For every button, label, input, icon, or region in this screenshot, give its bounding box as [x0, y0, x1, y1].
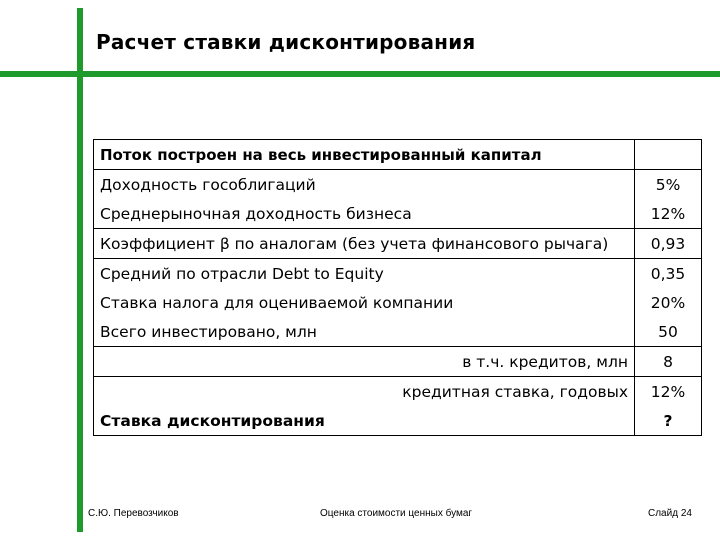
row-label: Ставка дисконтирования	[94, 406, 635, 436]
row-label: Поток построен на весь инвестированный капитал	[94, 140, 635, 170]
row-value: 0,35	[635, 259, 702, 289]
row-label: Ставка налога для оцениваемой компании	[94, 288, 635, 317]
row-value	[635, 140, 702, 170]
row-label: в т.ч. кредитов, млн	[94, 347, 635, 377]
table-row	[94, 317, 702, 347]
row-value: 20%	[635, 288, 702, 317]
table-row	[94, 229, 702, 259]
row-value: 8	[635, 347, 702, 377]
accent-horizontal-line	[0, 71, 720, 77]
footer-author: С.Ю. Перевозчиков	[88, 508, 179, 519]
row-value: 0,93	[635, 229, 702, 259]
footer-course: Оценка стоимости ценных бумаг	[320, 508, 473, 519]
row-value: 12%	[635, 199, 702, 229]
accent-vertical-line	[77, 8, 83, 532]
row-value: 50	[635, 317, 702, 347]
row-label: Доходность гособлигаций	[94, 170, 635, 200]
row-value: 12%	[635, 377, 702, 407]
row-label: Коэффициент β по аналогам (без учета финансового рычага)	[94, 229, 635, 259]
table-row	[94, 199, 702, 229]
row-value: 5%	[635, 170, 702, 200]
table-row	[94, 347, 702, 377]
table-row	[94, 259, 702, 289]
slide-title: Расчет ставки дисконтирования	[96, 30, 476, 54]
table-row	[94, 406, 702, 436]
discount-rate-table	[93, 139, 702, 436]
table-row	[94, 288, 702, 317]
table-row	[94, 140, 702, 170]
row-label: Всего инвестировано, млн	[94, 317, 635, 347]
table-row	[94, 170, 702, 200]
footer-slide-number: Слайд 24	[648, 508, 692, 519]
row-label: Средний по отрасли Debt to Equity	[94, 259, 635, 289]
row-label: Среднерыночная доходность бизнеса	[94, 199, 635, 229]
row-label: кредитная ставка, годовых	[94, 377, 635, 407]
table-row	[94, 377, 702, 407]
row-value: ?	[635, 406, 702, 436]
